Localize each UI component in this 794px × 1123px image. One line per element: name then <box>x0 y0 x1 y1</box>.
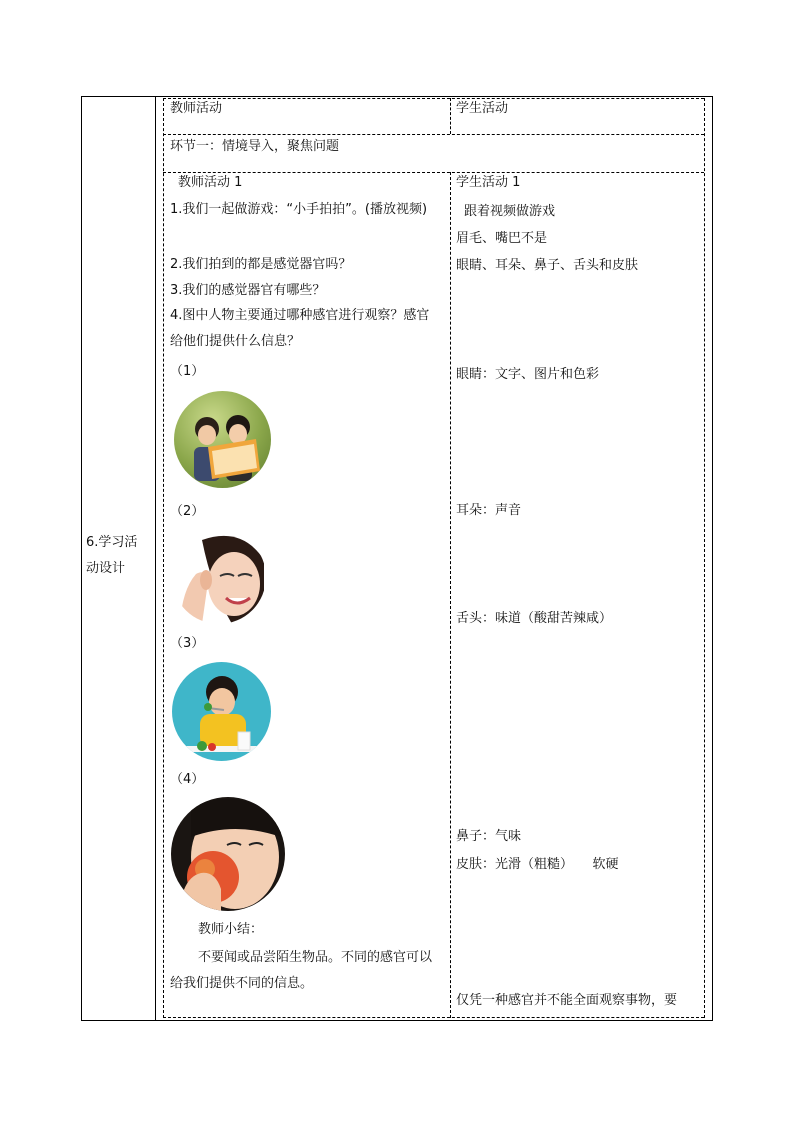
student-answer-eye: 眼睛：文字、图片和色彩 <box>456 367 600 382</box>
teacher-question-4: 4.图中人物主要通过哪种感官进行观察？感官给他们提供什么信息？ <box>170 308 430 349</box>
boy-eating-image <box>172 662 271 761</box>
image-label-4: （4） <box>170 772 205 787</box>
student-answer-1: 跟着视频做游戏 <box>464 204 556 219</box>
teacher-activity-title: 教师活动 1 <box>178 175 243 190</box>
student-activity-title: 学生活动 1 <box>456 175 521 190</box>
teacher-question-2: 2.我们拍到的都是感觉器官吗？ <box>170 257 352 272</box>
teacher-question-3: 3.我们的感觉器官有哪些？ <box>170 283 326 298</box>
student-answer-tongue: 舌头：味道（酸甜苦辣咸） <box>456 611 613 626</box>
student-header: 学生活动 <box>456 101 509 116</box>
children-reading-image <box>174 391 271 488</box>
teacher-summary-text: 不要闻或品尝陌生物品。不同的感官可以给我们提供不同的信息。 <box>170 950 433 991</box>
student-answer-3: 眼睛、耳朵、鼻子、舌头和皮肤 <box>456 258 639 273</box>
child-apple-image <box>171 797 285 911</box>
image-label-1: （1） <box>170 364 205 379</box>
teacher-header: 教师活动 <box>170 101 223 116</box>
section-title: 环节一：情境导入，聚焦问题 <box>170 139 340 154</box>
student-answer-nose: 鼻子：气味 <box>456 829 522 844</box>
teacher-question-1: 1.我们一起做游戏：“小手拍拍”。(播放视频) <box>170 202 428 217</box>
image-label-3: （3） <box>170 636 205 651</box>
row-label: 6.学习活动设计 <box>86 535 138 576</box>
student-answer-ear: 耳朵：声音 <box>456 503 522 518</box>
student-answer-2: 眉毛、嘴巴不是 <box>456 231 548 246</box>
student-answer-skin: 皮肤：光滑（粗糙） 软硬 <box>456 857 619 872</box>
student-conclusion: 仅凭一种感官并不能全面观察事物，要 <box>456 993 678 1008</box>
teacher-summary-title: 教师小结： <box>198 922 264 937</box>
image-label-2: （2） <box>170 504 205 519</box>
woman-listening-image <box>172 530 266 624</box>
